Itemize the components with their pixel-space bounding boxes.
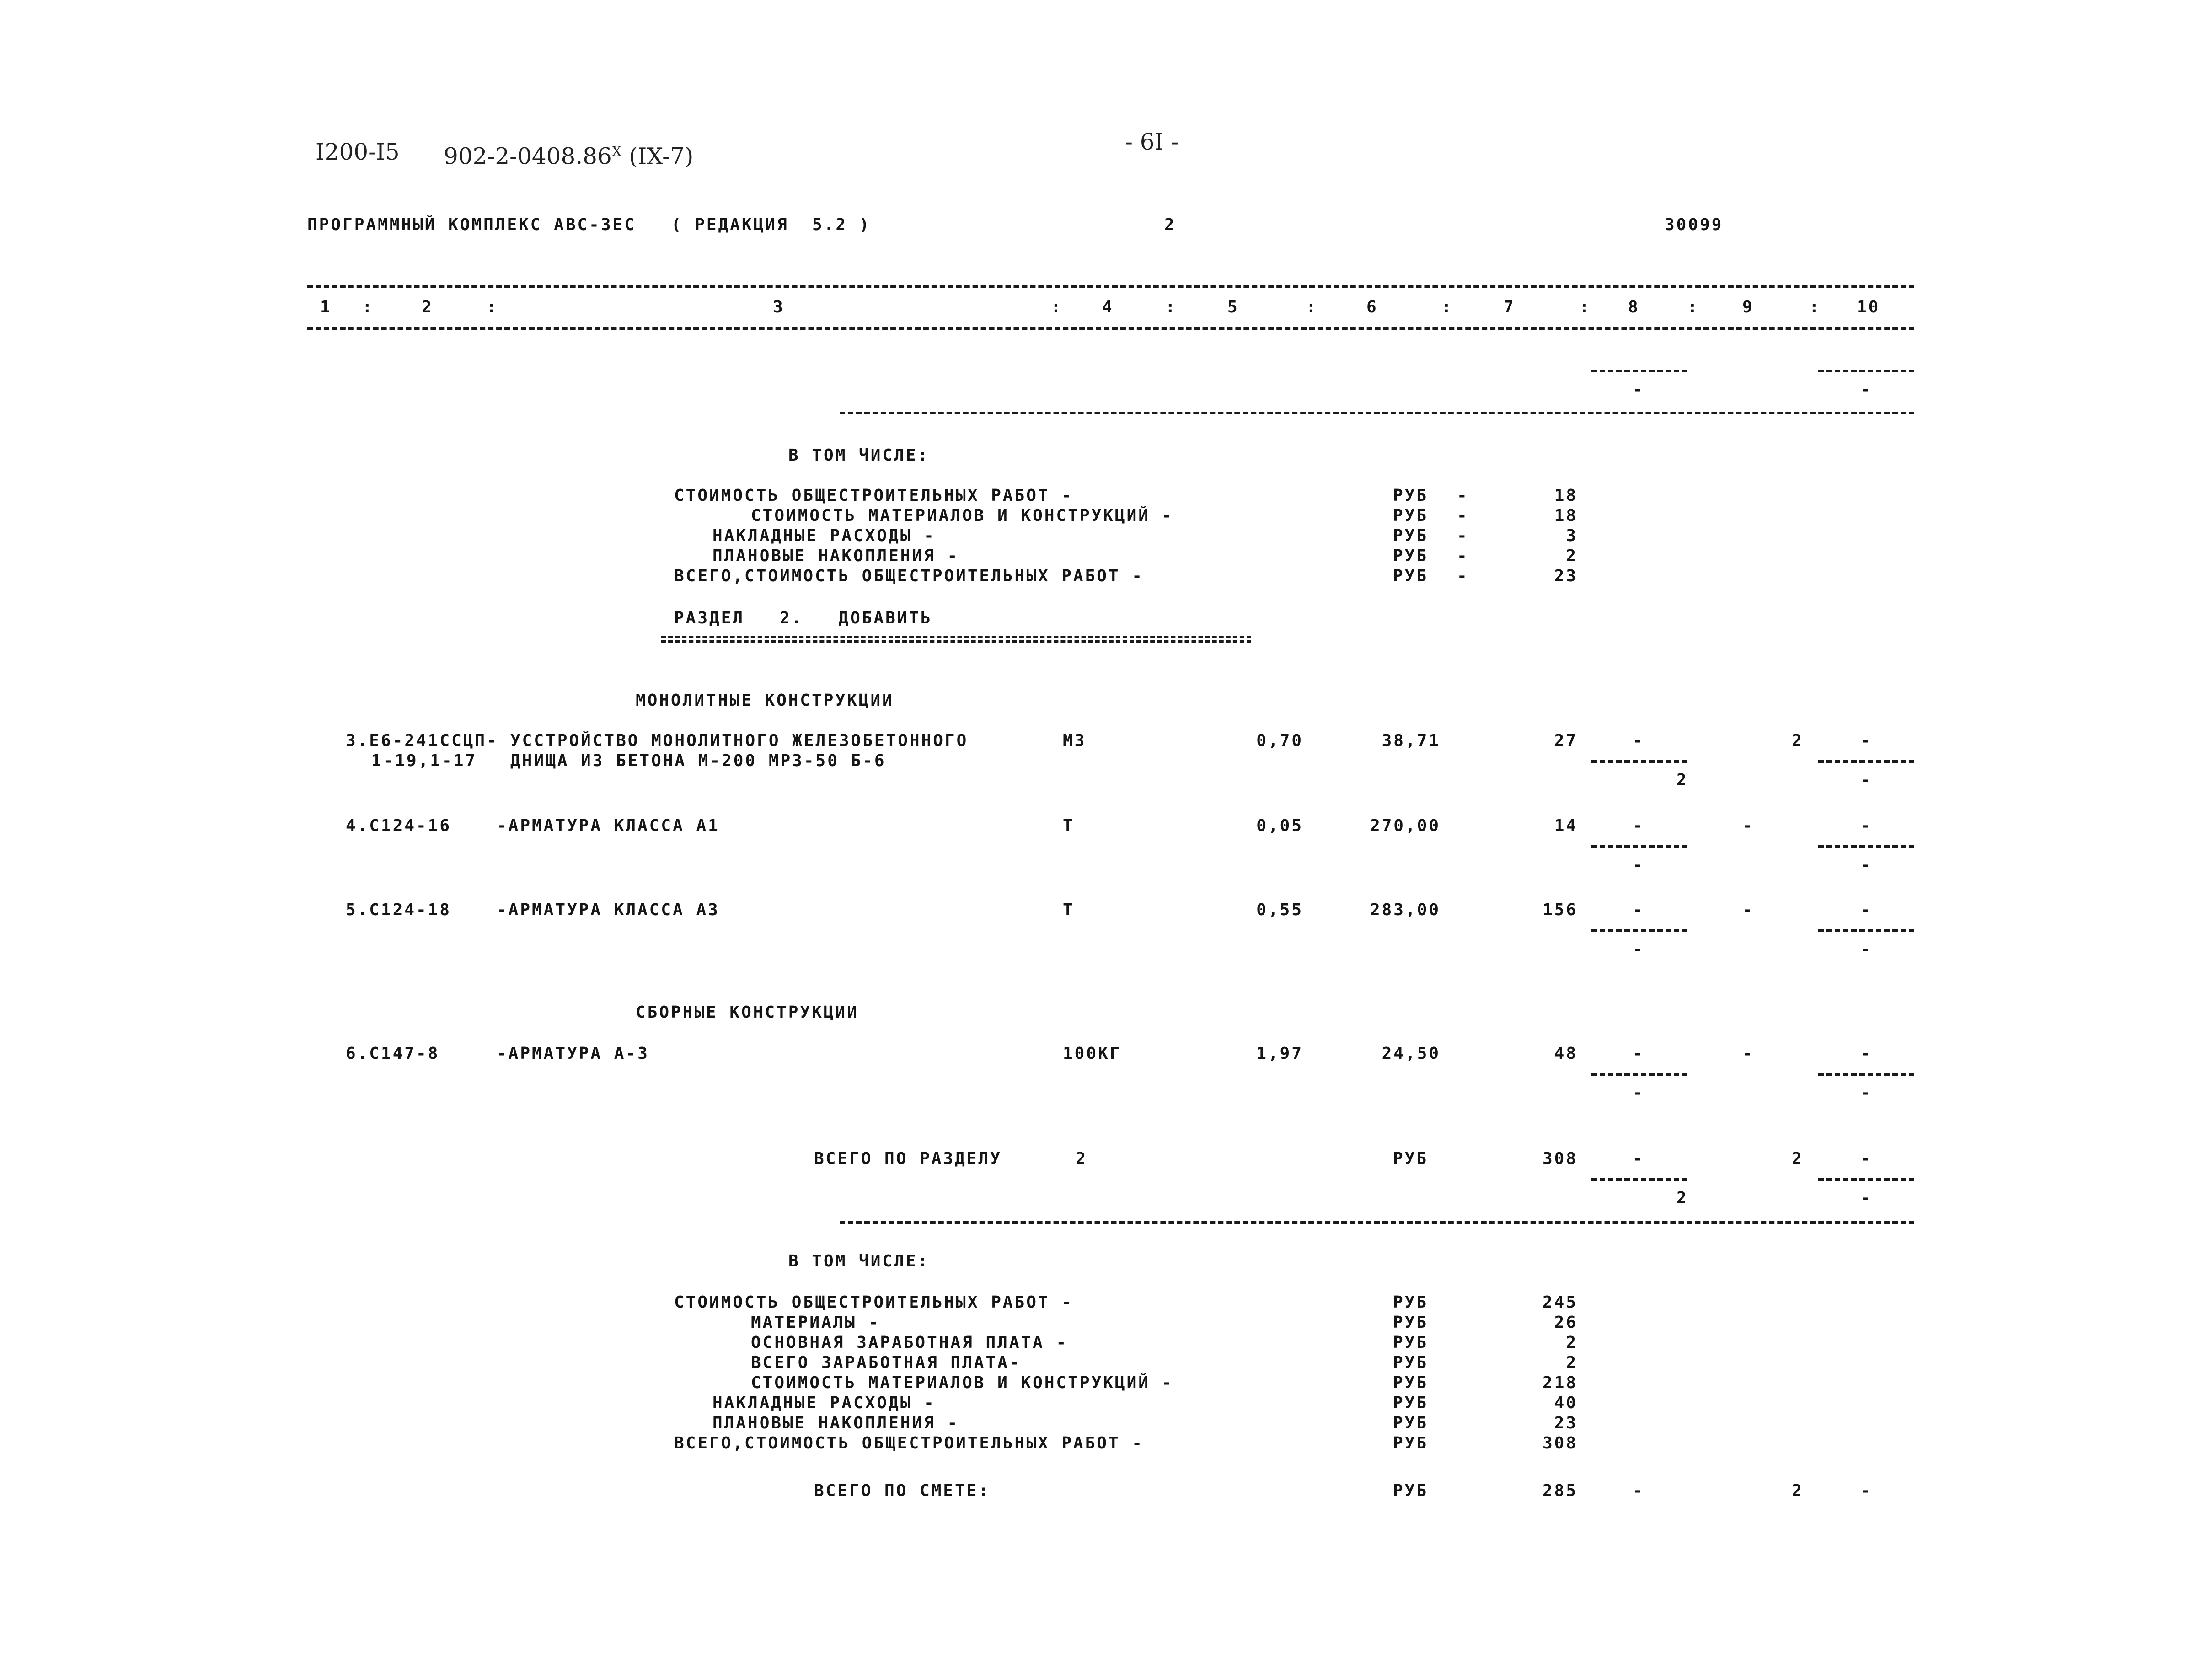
item-name: -АРМАТУРА КЛАССА А3 <box>497 901 720 919</box>
col-sep: : <box>487 298 498 316</box>
section2-total-rule <box>840 1221 1914 1224</box>
col10-rule <box>1818 1178 1914 1181</box>
item-name-2: ДНИЩА ИЗ БЕТОНА М-200 МРЗ-50 Б-6 <box>510 751 886 770</box>
col-4: 4 <box>1102 298 1114 316</box>
item-total: 156 <box>1542 901 1578 919</box>
summary-unit: РУБ <box>1393 547 1429 565</box>
col10-below: - <box>1860 771 1872 789</box>
col10-below: - <box>1860 1189 1872 1207</box>
col10-carry-dash: - <box>1860 380 1872 399</box>
col8-rule <box>1591 1178 1687 1181</box>
summary-label: СТОИМОСТЬ ОБЩЕСТРОИТЕЛЬНЫХ РАБОТ - <box>674 1293 1073 1312</box>
col8-rule <box>1591 845 1687 848</box>
col9-dash: - <box>1742 901 1754 919</box>
col10-dash: - <box>1860 1149 1872 1168</box>
item-code: 3.Е6-241ССЦП- <box>346 731 498 750</box>
item-unit: Т <box>1063 901 1075 919</box>
col10-below: - <box>1860 940 1872 959</box>
summary-unit: РУБ <box>1393 1293 1429 1312</box>
summary-value: 23 <box>1554 1414 1578 1432</box>
col-sep: : <box>1580 298 1591 316</box>
col9-dash: - <box>1742 1044 1754 1063</box>
summary-unit: РУБ <box>1393 1313 1429 1332</box>
doc-code: I200-I5 <box>316 139 400 165</box>
item-unit: М3 <box>1063 731 1087 750</box>
header-rule-bottom <box>307 327 1914 330</box>
summary-label: ПЛАНОВЫЕ НАКОПЛЕНИЯ - <box>712 1414 959 1432</box>
col8-dash: - <box>1633 1481 1644 1500</box>
section1-incl-label: В ТОМ ЧИСЛЕ: <box>788 446 930 465</box>
program-line: ПРОГРАММНЫЙ КОМПЛЕКС АВС-ЗЕС ( РЕДАКЦИЯ 5.2 ) <box>307 215 871 234</box>
item-code: 4.С124-16 <box>346 816 452 835</box>
section-total-value: 308 <box>1542 1149 1578 1168</box>
doc-id: 30099 <box>1665 215 1724 234</box>
col-sep: : <box>362 298 374 316</box>
col-sep: : <box>1051 298 1063 316</box>
item-price: 270,00 <box>1370 816 1441 835</box>
summary-unit: РУБ <box>1393 567 1429 585</box>
col10-rule <box>1818 845 1914 848</box>
item-name: -АРМАТУРА КЛАССА А1 <box>497 816 720 835</box>
item-total: 27 <box>1554 731 1578 750</box>
summary-label: НАКЛАДНЫЕ РАСХОДЫ - <box>712 1394 936 1412</box>
col9-value: 2 <box>1792 1481 1804 1500</box>
col8-dash: - <box>1633 1149 1644 1168</box>
project-code <box>444 143 694 170</box>
summary-label: ВСЕГО,СТОИМОСТЬ ОБЩЕСТРОИТЕЛЬНЫХ РАБОТ - <box>674 567 1144 585</box>
col-sep: : <box>1165 298 1177 316</box>
summary-value: 308 <box>1542 1434 1578 1453</box>
col9-dash: - <box>1742 816 1754 835</box>
grand-total-unit: РУБ <box>1393 1481 1429 1500</box>
summary-value: 2 <box>1566 1353 1578 1372</box>
summary-unit: РУБ <box>1393 1353 1429 1372</box>
col10-dash: - <box>1860 1481 1872 1500</box>
section1-total-rule <box>840 412 1914 414</box>
summary-sep: - <box>1457 486 1469 505</box>
summary-sep: - <box>1457 567 1469 585</box>
summary-unit: РУБ <box>1393 1373 1429 1392</box>
project-code-sup: X <box>611 144 622 160</box>
group-prefab: СБОРНЫЕ КОНСТРУКЦИИ <box>636 1003 859 1022</box>
item-total: 48 <box>1554 1044 1578 1063</box>
col-7: 7 <box>1504 298 1516 316</box>
col-sep: : <box>1441 298 1453 316</box>
summary-label: ВСЕГО,СТОИМОСТЬ ОБЩЕСТРОИТЕЛЬНЫХ РАБОТ - <box>674 1434 1144 1453</box>
summary-value: 18 <box>1554 506 1578 525</box>
summary-value: 3 <box>1566 526 1578 545</box>
item-price: 24,50 <box>1382 1044 1441 1063</box>
summary-label: ВСЕГО ЗАРАБОТНАЯ ПЛАТА- <box>751 1353 1021 1372</box>
item-code: 6.С147-8 <box>346 1044 440 1063</box>
col-sep: : <box>1687 298 1699 316</box>
col8-rule <box>1591 929 1687 932</box>
col-sep: : <box>1306 298 1318 316</box>
item-price: 38,71 <box>1382 731 1441 750</box>
summary-value: 23 <box>1554 567 1578 585</box>
section2-incl-label: В ТОМ ЧИСЛЕ: <box>788 1252 930 1271</box>
section-total-label: ВСЕГО ПО РАЗДЕЛУ <box>814 1149 1002 1168</box>
col10-below: - <box>1860 856 1872 874</box>
col8-dash: - <box>1633 1044 1644 1063</box>
item-name: УССТРОЙСТВО МОНОЛИТНОГО ЖЕЛЕЗОБЕТОННОГО <box>510 731 969 750</box>
item-total: 14 <box>1554 816 1578 835</box>
item-unit: Т <box>1063 816 1075 835</box>
item-qty: 0,05 <box>1256 816 1303 835</box>
summary-value: 218 <box>1542 1373 1578 1392</box>
col8-below: 2 <box>1676 771 1688 789</box>
summary-unit: РУБ <box>1393 1394 1429 1412</box>
summary-label: СТОИМОСТЬ ОБЩЕСТРОИТЕЛЬНЫХ РАБОТ - <box>674 486 1073 505</box>
summary-value: 26 <box>1554 1313 1578 1332</box>
col-2: 2 <box>422 298 434 316</box>
page-number: - 6I - <box>1125 129 1179 155</box>
col10-below: - <box>1860 1083 1872 1102</box>
summary-value: 245 <box>1542 1293 1578 1312</box>
col10-rule <box>1818 929 1914 932</box>
col9-value: 2 <box>1792 1149 1804 1168</box>
col-1: 1 <box>320 298 332 316</box>
col8-rule <box>1591 1073 1687 1076</box>
col10-dash: - <box>1860 731 1872 750</box>
col8-below: - <box>1633 1083 1644 1102</box>
summary-sep: - <box>1457 526 1469 545</box>
summary-label: МАТЕРИАЛЫ - <box>751 1313 880 1332</box>
item-code-2: 1-19,1-17 <box>371 751 477 770</box>
col10-rule <box>1818 760 1914 763</box>
summary-unit: РУБ <box>1393 1333 1429 1352</box>
col10-dash: - <box>1860 901 1872 919</box>
item-qty: 0,70 <box>1256 731 1303 750</box>
col9-value: 2 <box>1792 731 1804 750</box>
col-9: 9 <box>1742 298 1754 316</box>
item-name: -АРМАТУРА А-3 <box>497 1044 649 1063</box>
group-monolithic: МОНОЛИТНЫЕ КОНСТРУКЦИИ <box>636 691 894 710</box>
col8-carry-dash: - <box>1633 380 1644 399</box>
col-5: 5 <box>1227 298 1239 316</box>
col-sep: : <box>1809 298 1821 316</box>
item-qty: 0,55 <box>1256 901 1303 919</box>
col8-rule <box>1591 760 1687 763</box>
summary-value: 2 <box>1566 1333 1578 1352</box>
sheet-number: 2 <box>1164 215 1176 234</box>
col10-dash: - <box>1860 1044 1872 1063</box>
col8-below: - <box>1633 940 1644 959</box>
col-3: 3 <box>773 298 785 316</box>
section-total-unit: РУБ <box>1393 1149 1429 1168</box>
item-price: 283,00 <box>1370 901 1441 919</box>
grand-total-label: ВСЕГО ПО СМЕТЕ: <box>814 1481 991 1500</box>
col10-rule <box>1818 1073 1914 1076</box>
col-8: 8 <box>1628 298 1640 316</box>
project-code-main: 902-2-0408.86 <box>444 143 612 170</box>
header-rule-top <box>307 285 1914 288</box>
project-code-suffix: (IX-7) <box>629 143 694 170</box>
section2-title-underline <box>661 636 1251 638</box>
col8-carry-rule <box>1591 370 1687 372</box>
item-unit: 100КГ <box>1063 1044 1122 1063</box>
col8-below: - <box>1633 856 1644 874</box>
item-qty: 1,97 <box>1256 1044 1303 1063</box>
summary-unit: РУБ <box>1393 1414 1429 1432</box>
summary-label: СТОИМОСТЬ МАТЕРИАЛОВ И КОНСТРУКЦИЙ - <box>751 1373 1174 1392</box>
col8-below: 2 <box>1676 1189 1688 1207</box>
grand-total-value: 285 <box>1542 1481 1578 1500</box>
summary-unit: РУБ <box>1393 486 1429 505</box>
summary-unit: РУБ <box>1393 506 1429 525</box>
col-10: 10 <box>1857 298 1880 316</box>
summary-sep: - <box>1457 547 1469 565</box>
section-total-number: 2 <box>1076 1149 1087 1168</box>
section2-title-underline-2 <box>661 640 1251 643</box>
col8-dash: - <box>1633 901 1644 919</box>
col10-dash: - <box>1860 816 1872 835</box>
summary-value: 18 <box>1554 486 1578 505</box>
summary-value: 40 <box>1554 1394 1578 1412</box>
summary-unit: РУБ <box>1393 1434 1429 1453</box>
col10-carry-rule <box>1818 370 1914 372</box>
summary-label: ПЛАНОВЫЕ НАКОПЛЕНИЯ - <box>712 547 959 565</box>
item-code: 5.С124-18 <box>346 901 452 919</box>
col-6: 6 <box>1366 298 1378 316</box>
summary-value: 2 <box>1566 547 1578 565</box>
summary-label: СТОИМОСТЬ МАТЕРИАЛОВ И КОНСТРУКЦИЙ - <box>751 506 1174 525</box>
summary-label: ОСНОВНАЯ ЗАРАБОТНАЯ ПЛАТА - <box>751 1333 1068 1352</box>
summary-unit: РУБ <box>1393 526 1429 545</box>
col8-dash: - <box>1633 731 1644 750</box>
section2-title: РАЗДЕЛ 2. ДОБАВИТЬ <box>674 609 932 628</box>
summary-label: НАКЛАДНЫЕ РАСХОДЫ - <box>712 526 936 545</box>
summary-sep: - <box>1457 506 1469 525</box>
col8-dash: - <box>1633 816 1644 835</box>
